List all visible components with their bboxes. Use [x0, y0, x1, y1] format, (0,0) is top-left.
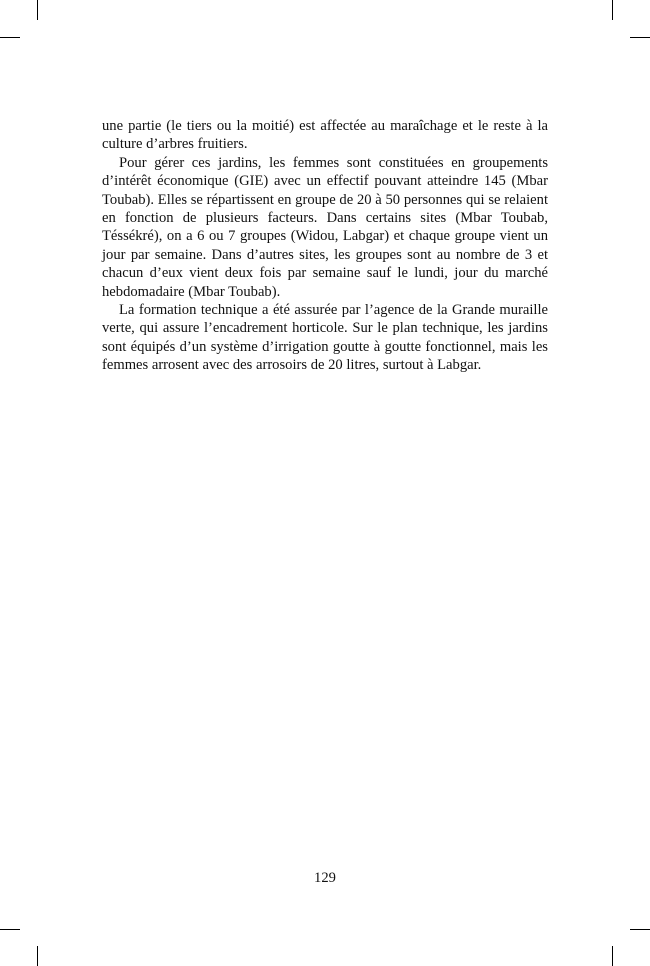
- crop-mark-bottom-left-vertical: [37, 946, 38, 966]
- crop-mark-top-left-horizontal: [0, 37, 20, 38]
- paragraph-gie-groups: Pour gérer ces jardins, les femmes sont constituées en groupements d’intérêt économique (GIE) avec un effectif pouvant atteindre 145 (Mbar Toubab). Elles se répartissent en groupe de 20 à 50 personnes qui se relaient en fonction de plusieurs facteurs. Dans certains sites (Mbar Toubab, Téssékré), on a 6 ou 7 groupes (Widou, Labgar) et chaque groupe vient un jour par semaine. Dans d’autres sites, les groupes sont au nombre de 3 et chacun d’eux vient deux fois par semaine sauf le lundi, jour du marché hebdomadaire (Mbar Toubab).: [102, 154, 548, 300]
- crop-mark-bottom-left-horizontal: [0, 929, 20, 930]
- crop-mark-top-right-horizontal: [630, 37, 650, 38]
- crop-mark-bottom-right-horizontal: [630, 929, 650, 930]
- page-number: 129: [314, 870, 336, 886]
- crop-mark-bottom-right-vertical: [612, 946, 613, 966]
- paragraph-continuation: une partie (le tiers ou la moitié) est affectée au maraîchage et le reste à la culture d’arbres fruitiers.: [102, 118, 548, 153]
- body-text: [102, 117, 548, 375]
- crop-mark-top-right-vertical: [612, 0, 613, 20]
- crop-mark-top-left-vertical: [37, 0, 38, 20]
- paragraph-technical-training: La formation technique a été assurée par l’agence de la Grande muraille verte, qui assure l’encadrement horticole. Sur le plan technique, les jardins sont équipés d’un système d’irrigation goutte à goutte fonctionnel, mais les femmes arrosent avec des arrosoirs de 20 litres, surtout à Labgar.: [102, 302, 548, 374]
